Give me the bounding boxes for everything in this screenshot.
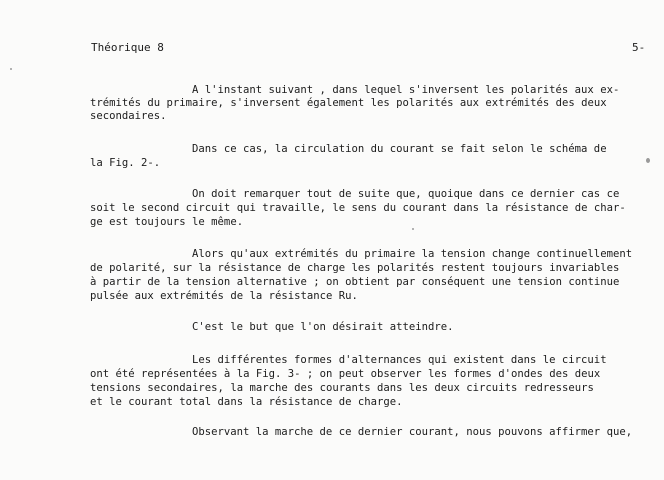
scan-speck bbox=[412, 228, 414, 230]
scan-speck bbox=[646, 158, 650, 163]
text-line: tensions secondaires, la marche des courants dans les deux circuits redresseurs bbox=[90, 382, 594, 394]
page-header-title: Théorique 8 bbox=[91, 41, 164, 54]
text-line: trémités du primaire, s'inversent également les polarités aux extrémités des deux bbox=[90, 97, 607, 109]
text-line: Dans ce cas, la circulation du courant se fait selon le schéma de bbox=[192, 143, 607, 155]
text-line: C'est le but que l'on désirait atteindre. bbox=[192, 321, 454, 333]
text-line: à partir de la tension alternative ; on obtient par conséquent une tension continue bbox=[90, 276, 620, 288]
text-line: pulsée aux extrémités de la résistance Ru. bbox=[90, 290, 358, 302]
text-line: Alors qu'aux extrémités du primaire la tension change continuellement bbox=[192, 248, 633, 260]
text-line: de polarité, sur la résistance de charge les polarités restent toujours invariables bbox=[90, 262, 620, 274]
text-line: ge est toujours le même. bbox=[90, 216, 244, 228]
text-line: Observant la marche de ce dernier courant, nous pouvons affirmer que, bbox=[192, 426, 633, 438]
scan-speck bbox=[10, 68, 12, 70]
text-line: la Fig. 2-. bbox=[90, 157, 161, 169]
text-line: soit le second circuit qui travaille, le sens du courant dans la résistance de char- bbox=[90, 202, 626, 214]
text-line: On doit remarquer tout de suite que, quoique dans ce dernier cas ce bbox=[192, 188, 620, 200]
page-number: 5- bbox=[632, 41, 646, 54]
text-line: Les différentes formes d'alternances qui existent dans le circuit bbox=[192, 354, 607, 366]
text-line: ont été représentées à la Fig. 3- ; on peut observer les formes d'ondes des deux bbox=[90, 368, 601, 380]
text-line: A l'instant suivant , dans lequel s'inversent les polarités aux ex- bbox=[192, 84, 620, 96]
text-line: secondaires. bbox=[90, 110, 167, 122]
text-line: et le courant total dans la résistance de charge. bbox=[90, 396, 403, 408]
